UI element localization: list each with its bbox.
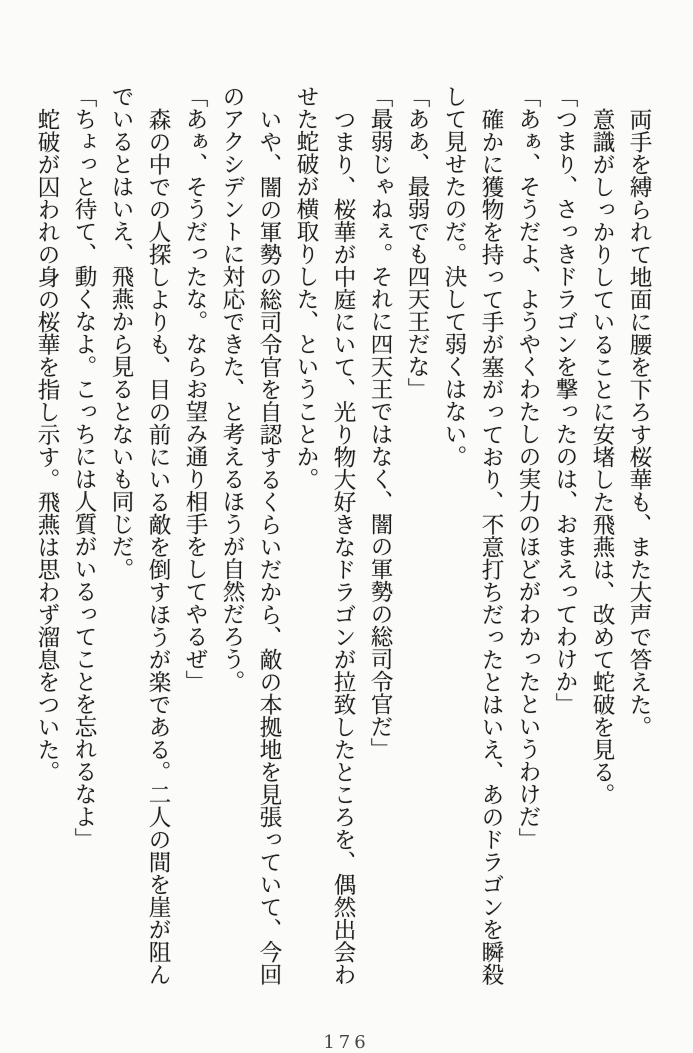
paragraph-04-dialogue: 「あぁ、そうだよ、ようやくわたしの実力のほどがわかったというわけだ」 bbox=[515, 85, 541, 850]
paragraph-13: 蛇破が囚われの身の桜華を指し示す。飛燕は思わず溜息をついた。 bbox=[34, 107, 60, 783]
paragraph-09: いや、闇の軍勢の総司令官を自認するくらいだから、敵の本拠地を見張っていて、今回のアクシデントに対応できた、と考えるほうが自然だろう。 bbox=[219, 85, 282, 985]
paragraph-06-dialogue: 「ああ、最弱でも四天王だな」 bbox=[404, 85, 430, 400]
paragraph-11: 森の中での人探しよりも、目の前にいる敵を倒すほうが楽である。二人の間を崖が阻んでいるとはいえ、飛燕から見るとないも同じだ。 bbox=[108, 85, 171, 985]
paragraph-10-dialogue: 「あぁ、そうだったな。ならお望み通り相手をしてやるぜ」 bbox=[182, 85, 208, 693]
paragraph-01: 両手を縛られて地面に腰を下ろす桜華も、また大声で答えた。 bbox=[626, 107, 652, 738]
paragraph-03-dialogue: 「つまり、さっきドラゴンを撃ったのは、おまえってわけか」 bbox=[552, 85, 578, 715]
paragraph-02: 意識がしっかりしていることに安堵した飛燕は、改めて蛇破を見る。 bbox=[589, 107, 615, 805]
paragraph-07-dialogue: 「最弱じゃねぇ。それに四天王ではなく、闇の軍勢の総司令官だ」 bbox=[367, 85, 393, 760]
paragraph-12-dialogue: 「ちょっと待て、動くなよ。こっちには人質がいるってことを忘れるなよ」 bbox=[71, 85, 97, 850]
vertical-text-block bbox=[28, 85, 657, 991]
paragraph-08: つまり、桜華が中庭にいて、光り物大好きなドラゴンが拉致したところを、偶然出会わせた蛇破が横取りした、ということか。 bbox=[293, 85, 356, 985]
page-number: 176 bbox=[323, 1032, 370, 1053]
paragraph-05: 確かに獲物を持って手が塞がっており、不意打ちだったとはいえ、あのドラゴンを瞬殺して見せたのだ。決して弱くはない。 bbox=[441, 85, 504, 985]
